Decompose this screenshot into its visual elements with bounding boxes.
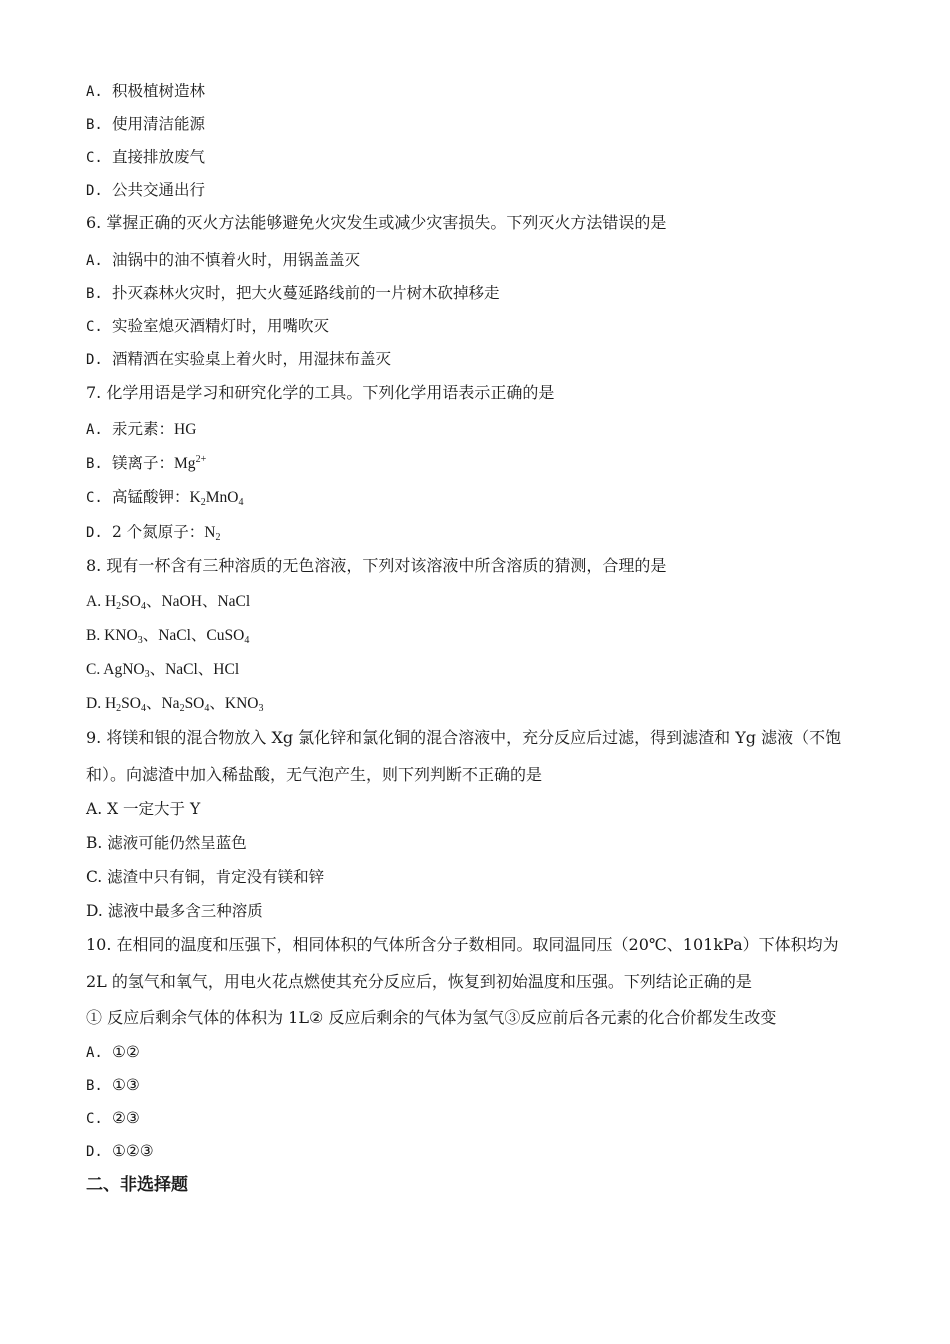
option-text: 滤液中最多含三种溶质 xyxy=(107,902,263,920)
subscript: 2 xyxy=(200,497,206,508)
q6-stem: 6. 掌握正确的灭火方法能够避免火灾发生或减少灾害损失。下列灭火方法错误的是 xyxy=(86,213,667,232)
q7-option-b xyxy=(86,453,206,474)
q7-stem: 7. 化学用语是学习和研究化学的工具。下列化学用语表示正确的是 xyxy=(86,383,555,402)
formula-part: H xyxy=(104,593,117,610)
subscript: 2 xyxy=(116,601,122,612)
formula xyxy=(204,524,220,541)
option-letter: B. xyxy=(86,117,103,133)
formula xyxy=(190,489,244,506)
q9-option-d xyxy=(86,901,263,921)
q7-option-a xyxy=(86,419,196,440)
q7-option-d xyxy=(86,522,221,543)
option-letter: C. xyxy=(86,150,103,166)
option-text: ①② xyxy=(112,1043,140,1061)
option-text: 实验室熄灭酒精灯时，用嘴吹灭 xyxy=(112,317,330,335)
option-text: ①③ xyxy=(112,1076,140,1094)
subscript: 2 xyxy=(116,703,122,714)
formula-part: K xyxy=(189,489,201,506)
q9-option-a xyxy=(86,799,200,819)
option-letter: B. xyxy=(86,286,103,302)
option-letter: C. xyxy=(86,319,103,335)
formula: HG xyxy=(174,421,197,438)
formula-part: H xyxy=(104,695,117,712)
option-letter: D. xyxy=(86,695,102,712)
option-letter: D. xyxy=(86,1144,103,1160)
option-label: 2 个氮原子： xyxy=(112,523,205,541)
option-text: 扑灭森林火灾时，把大火蔓延路线前的一片树木砍掉移走 xyxy=(112,284,500,302)
q10-option-a xyxy=(86,1042,140,1063)
formula-part: 、Na xyxy=(145,695,180,712)
option-letter: B. xyxy=(86,834,103,852)
subscript: 3 xyxy=(258,703,264,714)
q7-option-c xyxy=(86,487,243,508)
subscript: 4 xyxy=(140,703,146,714)
option-letter: B. xyxy=(86,627,101,644)
option-letter: A. xyxy=(86,253,103,269)
subscript: 4 xyxy=(238,497,244,508)
option-text: 直接排放废气 xyxy=(112,148,206,166)
q9-stem-line1: 9. 将镁和银的混合物放入 Xg 氯化锌和氯化铜的混合溶液中，充分反应后过滤，得到滤渣和 Yg 滤液（不饱 xyxy=(86,728,842,747)
option-text: 滤液可能仍然呈蓝色 xyxy=(107,834,247,852)
option-text: X 一定大于 Y xyxy=(107,800,201,818)
q5-option-d xyxy=(86,180,205,201)
subscript: 4 xyxy=(140,601,146,612)
option-letter: A. xyxy=(86,422,103,438)
subscript: 3 xyxy=(137,635,143,646)
option-text: ①②③ xyxy=(112,1142,154,1160)
q10-option-d xyxy=(86,1141,154,1162)
option-letter: C. xyxy=(86,661,101,678)
q9-stem-line2: 和）。向滤渣中加入稀盐酸，无气泡产生，则下列判断不正确的是 xyxy=(86,765,543,784)
option-text: 使用清洁能源 xyxy=(112,115,206,133)
section-heading: 二、非选择题 xyxy=(86,1175,188,1195)
q8-option-a xyxy=(86,592,250,612)
formula-part: Mg xyxy=(174,455,196,472)
formula-part: SO xyxy=(121,695,141,712)
option-letter: C. xyxy=(86,490,103,506)
option-letter: D. xyxy=(86,525,103,541)
q5-option-b xyxy=(86,114,205,135)
q6-option-b xyxy=(86,283,500,304)
charge-superscript: 2+ xyxy=(195,454,207,465)
q8-option-b xyxy=(86,626,249,646)
subscript: 3 xyxy=(144,669,150,680)
option-label: 镁离子： xyxy=(112,454,175,472)
q8-option-d xyxy=(86,694,263,714)
q5-option-a xyxy=(86,81,205,102)
q10-statements: ① 反应后剩余气体的体积为 1L② 反应后剩余的气体为氢气③反应前后各元素的化合价都发生改变 xyxy=(86,1008,777,1027)
formula-part: SO xyxy=(121,593,141,610)
q10-stem-line1: 10. 在相同的温度和压强下，相同体积的气体所含分子数相同。取同温同压（20℃、101kPa）下体积均为 xyxy=(86,935,839,954)
q8-stem: 8. 现有一杯含有三种溶质的无色溶液，下列对该溶液中所含溶质的猜测，合理的是 xyxy=(86,556,667,575)
q6-option-d xyxy=(86,349,391,370)
option-text: 滤渣中只有铜，肯定没有镁和锌 xyxy=(107,868,325,886)
q10-stem-line2: 2L 的氢气和氧气，用电火花点燃使其充分反应后，恢复到初始温度和压强。下列结论正确的是 xyxy=(86,972,752,991)
q6-option-c xyxy=(86,316,329,337)
option-text: 积极植树造林 xyxy=(112,82,206,100)
formula-part: N xyxy=(204,524,216,541)
q10-option-c xyxy=(86,1108,140,1129)
option-letter: D. xyxy=(86,902,103,920)
option-letter: A. xyxy=(86,84,103,100)
formula-part: SO xyxy=(184,695,205,712)
option-letter: D. xyxy=(86,352,103,368)
option-letter: A. xyxy=(86,800,103,818)
option-letter: C. xyxy=(86,1111,103,1127)
subscript: 4 xyxy=(204,703,210,714)
option-letter: B. xyxy=(86,456,103,472)
formula-part: AgNO xyxy=(103,661,145,678)
q5-option-c xyxy=(86,147,205,168)
q9-option-c xyxy=(86,867,324,887)
q10-option-b xyxy=(86,1075,140,1096)
option-letter: C. xyxy=(86,868,103,886)
formula-part: 、NaCl、CuSO xyxy=(142,627,245,644)
option-label: 高锰酸钾： xyxy=(112,488,190,506)
option-text: 公共交通出行 xyxy=(112,181,206,199)
option-text: 油锅中的油不慎着火时，用锅盖盖灭 xyxy=(112,251,361,269)
option-letter: A. xyxy=(86,1045,103,1061)
option-text: 酒精洒在实验桌上着火时，用湿抹布盖灭 xyxy=(112,350,392,368)
option-letter: B. xyxy=(86,1078,103,1094)
formula-part: KNO xyxy=(104,627,138,644)
q9-option-b xyxy=(86,833,247,853)
q8-option-c xyxy=(86,660,239,680)
formula xyxy=(174,455,206,472)
option-label: 汞元素： xyxy=(112,420,175,438)
option-letter: A. xyxy=(86,593,102,610)
formula-part: MnO xyxy=(205,489,239,506)
formula-part: 、KNO xyxy=(209,695,259,712)
q6-option-a xyxy=(86,250,360,271)
formula-part: 、NaOH、NaCl xyxy=(145,593,251,610)
formula-part: 、NaCl、HCl xyxy=(149,661,240,678)
subscript: 2 xyxy=(179,703,185,714)
subscript: 2 xyxy=(215,532,221,543)
option-text: ②③ xyxy=(112,1109,140,1127)
subscript: 4 xyxy=(244,635,250,646)
option-letter: D. xyxy=(86,183,103,199)
